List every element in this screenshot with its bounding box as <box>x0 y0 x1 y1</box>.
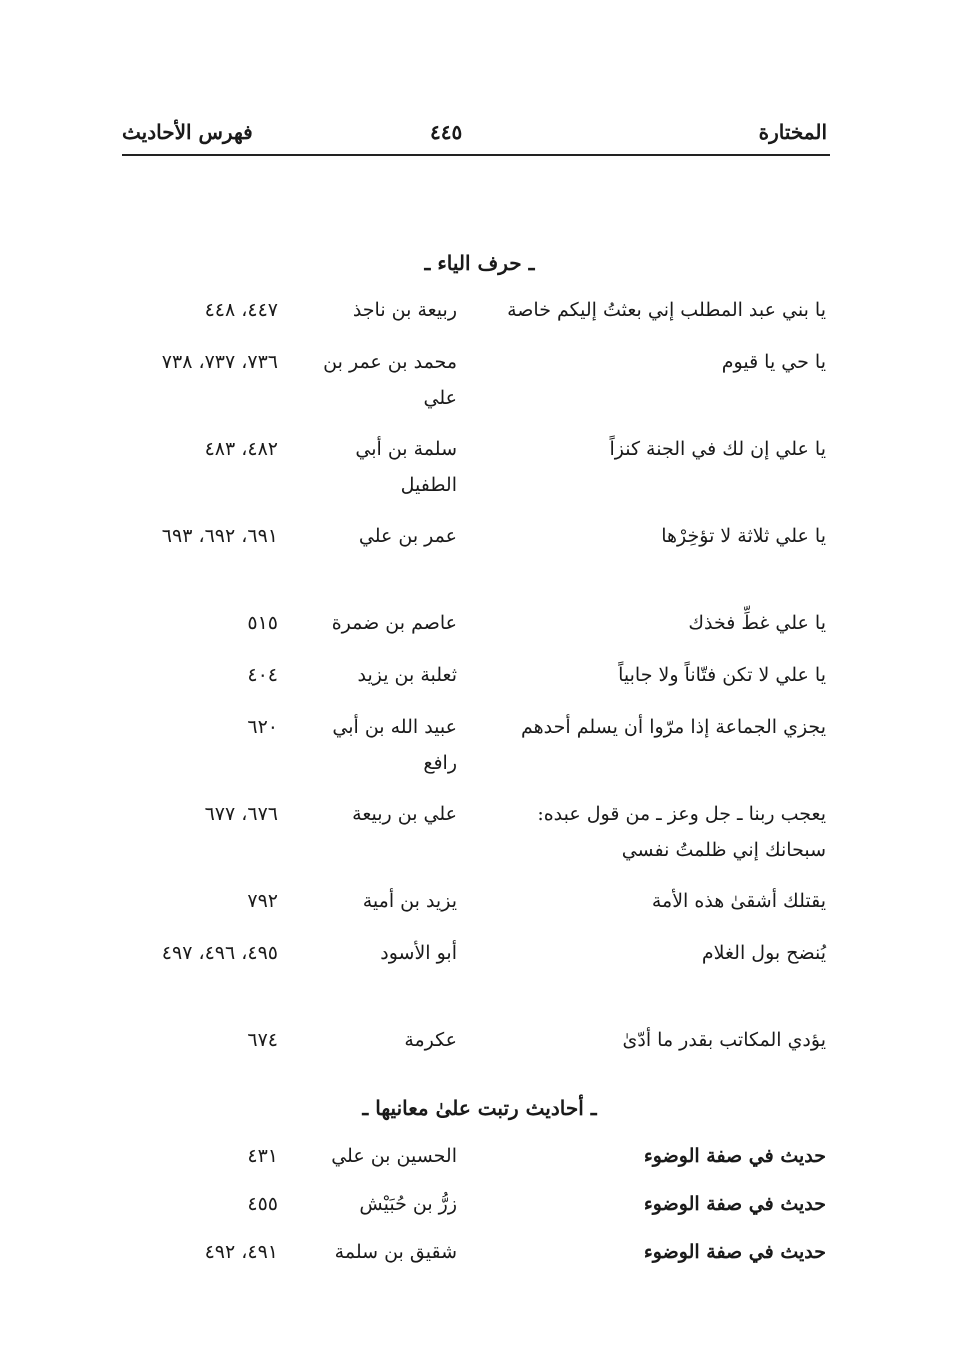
narrator-name: ربيعة بن ناجذ <box>352 299 457 321</box>
index-row <box>0 1186 959 1234</box>
narrator-name: زرُّ بن حُبَيْش <box>359 1193 457 1215</box>
page-refs: ٧٣٦، ٧٣٧، ٧٣٨ <box>161 351 278 373</box>
hadith-text: يا حي يا قيوم <box>721 351 826 373</box>
index-row <box>0 1138 959 1186</box>
running-header-book-title: المختارة <box>758 120 827 144</box>
index-row <box>0 292 959 344</box>
page-refs: ٤٩١، ٤٩٢ <box>204 1241 278 1263</box>
page-refs: ٦٧٤ <box>247 1029 278 1051</box>
page-refs: ٧٩٢ <box>247 890 278 912</box>
index-row <box>0 518 959 605</box>
hadith-text: يا علي إن لك في الجنة كنزاً <box>609 438 826 460</box>
narrator-name: ثعلبة بن يزيد <box>357 664 457 686</box>
hadith-text: حديث في صفة الوضوء <box>643 1145 826 1167</box>
index-row <box>0 1234 959 1282</box>
narrator-name: أبو الأسود <box>380 942 457 964</box>
hadith-text: يا علي ثلاثة لا تؤخِرْها <box>661 525 826 547</box>
narrator-name: علي بن ربيعة <box>352 803 457 825</box>
hadith-index-list-by-meaning <box>0 1138 959 1282</box>
page-refs: ٤٥٥ <box>247 1193 278 1215</box>
index-row <box>0 883 959 935</box>
hadith-text: يقتلك أشقىٰ هذه الأمة <box>651 890 826 912</box>
index-row <box>0 709 959 796</box>
narrator-name: شقيق بن سلمة <box>334 1241 457 1263</box>
hadith-text: يا علي لا تكن فتّاناً ولا جابياً <box>618 664 826 686</box>
running-header-section-title: فهرس الأحاديث <box>122 120 253 144</box>
narrator-name: عكرمة <box>404 1029 457 1051</box>
index-row <box>0 796 959 883</box>
hadith-text: يُنضح بول الغلام <box>701 942 826 964</box>
hadith-text: حديث في صفة الوضوء <box>643 1193 826 1215</box>
index-row <box>0 1022 959 1074</box>
hadith-index-list <box>0 292 959 1074</box>
hadith-text: يجزي الجماعة إذا مرّوا أن يسلم أحدهم <box>521 716 826 738</box>
hadith-text: يؤدي المكاتب بقدر ما أدّىٰ <box>622 1029 826 1051</box>
narrator-name: يزيد بن أمية <box>362 890 457 912</box>
narrator-name: عمر بن علي <box>358 525 457 547</box>
index-row <box>0 657 959 709</box>
page-refs: ٦٩١، ٦٩٢، ٦٩٣ <box>161 525 278 547</box>
page-refs: ٤٣١ <box>247 1145 278 1167</box>
page-refs: ٤٠٤ <box>247 664 278 686</box>
hadith-text: حديث في صفة الوضوء <box>643 1241 826 1263</box>
page-refs: ٤٨٢، ٤٨٣ <box>204 438 278 460</box>
narrator-name: الحسين بن علي <box>331 1145 457 1167</box>
page-refs: ٤٤٧، ٤٤٨ <box>204 299 278 321</box>
page-refs: ٦٧٦، ٦٧٧ <box>204 803 278 825</box>
index-row <box>0 605 959 657</box>
header-rule <box>122 154 830 156</box>
narrator-name: عبيد الله بن أبي رافع <box>332 716 457 774</box>
hadith-text: يا علي غطِّ فخذك <box>688 612 826 634</box>
narrator-name: سلمة بن أبي الطفيل <box>355 438 457 496</box>
index-row <box>0 431 959 518</box>
index-row <box>0 935 959 1022</box>
section-heading-ya: ـ حرف الياء ـ <box>424 251 535 275</box>
section-heading-by-meaning: ـ أحاديث رتبت علىٰ معانيها ـ <box>362 1096 597 1120</box>
page-number: ٤٤٥ <box>430 120 463 144</box>
page-refs: ٦٢٠ <box>247 716 278 738</box>
narrator-name: محمد بن عمر بن علي <box>323 351 457 409</box>
page-refs: ٤٩٥، ٤٩٦، ٤٩٧ <box>161 942 278 964</box>
index-row <box>0 344 959 431</box>
hadith-text: يعجب ربنا ـ جل وعز ـ من قول عبده: سبحانك إني ظلمتُ نفسي <box>537 803 826 861</box>
page-refs: ٥١٥ <box>247 612 278 634</box>
narrator-name: عاصم بن ضمرة <box>331 612 457 634</box>
hadith-text: يا بني عبد المطلب إني بعثتُ إليكم خاصة <box>507 299 826 321</box>
